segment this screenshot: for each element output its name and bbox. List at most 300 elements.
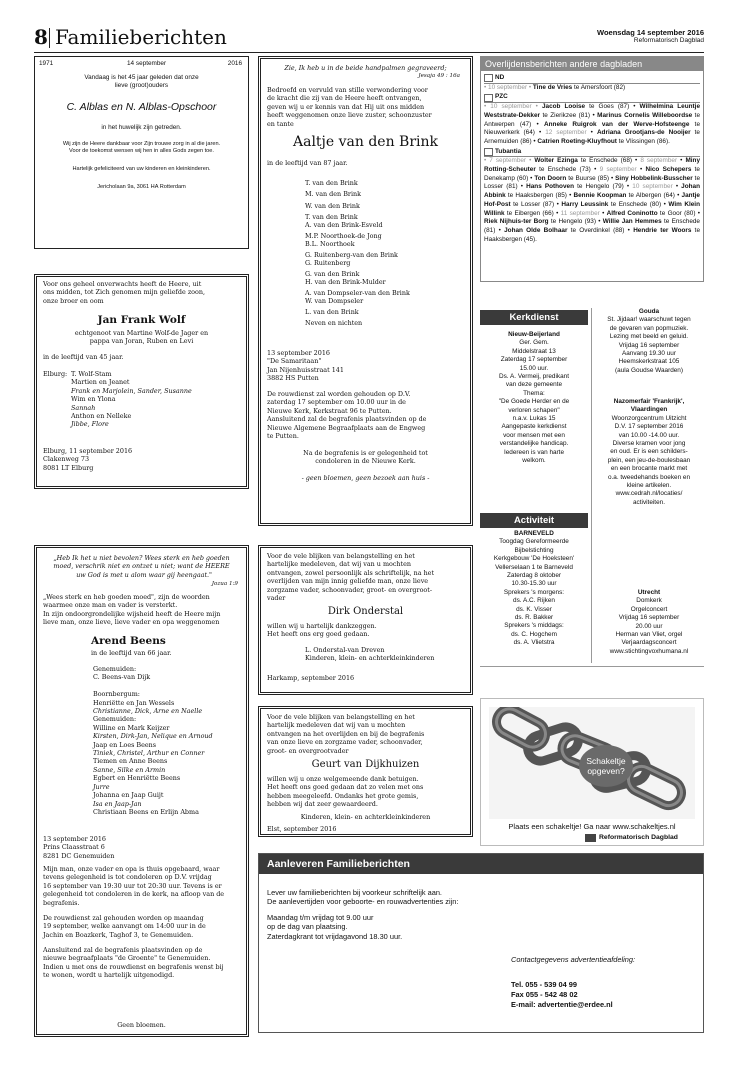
beens-p1: Mijn man, onze vader en opa is thuis opgebaard, waar (43, 865, 220, 873)
deceased-name: Miny Rotting-Scheuter (484, 157, 701, 174)
overlijden-paper-tag (484, 93, 700, 103)
brink-family-line: G. Ruitenberg (305, 258, 351, 267)
overlijden-text: te Arnemuiden (86) • (484, 129, 700, 145)
overlijden-text: te Goor (80) • (657, 209, 701, 217)
deceased-name: Wilhelmina Leuntje Weststrate-Dekker (484, 103, 700, 119)
header-date: Woensdag 14 september 2016 (597, 28, 704, 37)
wolf-sub: echtgenoot van Martine Wolf-de Jager en (74, 329, 209, 337)
onderstal-intro: zorgzame vader, schoonvader, groot- en overgroot- (267, 585, 433, 594)
overlijden-text: te Losser (87) • (510, 200, 562, 208)
overlijden-text: te Hengelo (79) • (573, 183, 633, 191)
schakeltje-caption: Plaats een schakeltje! Ga naar (508, 822, 613, 831)
barneveld-line: ds. K. Visser (516, 605, 552, 613)
gouda-line: St. Jijdaar! waarschuwt tegen (607, 316, 691, 324)
beens-family-line: Johanna en Jaap Guijt (93, 791, 164, 800)
deceased-name: Anneke Ruigrok van der Werve-Hofsteenge (544, 120, 690, 128)
utrecht-line: 20.00 uur (635, 622, 663, 630)
beens-quote: moed, verschrik niet en ontzet u niet; want de HEERE (53, 562, 230, 571)
aanleveren-box (258, 853, 704, 1033)
overlijden-text: te Denekamp (60) • (484, 166, 700, 182)
beens-family-line: Jaap en Loes Beens (93, 740, 157, 749)
brink-p1: te Putten. (267, 432, 299, 441)
beens-family-line: Sanne, Silke en Armin (93, 765, 166, 774)
contact-fax: Fax 055 - 542 48 02 (511, 990, 578, 999)
onderstal-place: Harkamp, september 2016 (267, 674, 355, 682)
utrecht-line: Orgelconcert (630, 605, 668, 613)
beens-family-line: Egbert en Henriëtte Beens (93, 774, 181, 783)
overlijden-text: te Overdinkel (88) • (567, 226, 634, 234)
brink-p2: condoleren in de Nieuwe Kerk. (315, 457, 416, 466)
brink-p1: zaterdag 17 september om 10.00 uur in de (267, 398, 406, 407)
aanleveren-p1: Lever uw familieberichten bij voorkeur schriftelijk aan. (267, 888, 442, 897)
beens-intro: „Wees sterk en heb goeden moed", zijn de woorden (43, 593, 210, 601)
gouda-lines (594, 316, 704, 375)
nb-lines (480, 339, 588, 465)
nb-line: Zaterdag 17 september (500, 356, 568, 364)
deceased-name: Jacob Looise (541, 103, 586, 111)
brink-intro: geven wij u er kennis van dat Hij uit ons midden (267, 102, 425, 111)
overlijden-text: te Enschede (68) • (577, 157, 641, 165)
overlijden-paper-tag (484, 148, 700, 158)
overlijden-text: • (636, 166, 646, 174)
beens-family-line: Tiemen en Anne Beens (93, 757, 168, 766)
beens-age: in de leeftijd van 66 jaar. (91, 649, 172, 657)
nb-line: Ger. Gem. (519, 339, 549, 347)
dijkhuizen-intro: hartelijk medeleven dat wij van u mochten (267, 721, 406, 730)
beens-closing: Geen bloemen. (117, 1021, 166, 1029)
brink-address: 13 september 2016 (267, 349, 330, 357)
utrecht-line: Domkerk (636, 597, 662, 605)
beens-p2: 19 september, welke aanvangt om 14:00 uur in de (43, 922, 206, 931)
brink-quote: Zie, Ik heb u in de beide handpalmen gegraveerd; (284, 64, 447, 72)
alblas-names: C. Alblas en N. Alblas-Opschoor (66, 101, 217, 113)
alblas-congrats: Hartelijk gefeliciteerd van uw kinderen en kleinkinderen. (72, 166, 211, 172)
beens-family-line: Henriëtte en Jan Wessels (93, 698, 175, 707)
beens-family-line: Christianne, Dick, Arne en Naelle (93, 707, 203, 716)
deceased-name: Wim Klein Willink (484, 200, 700, 217)
nazomer-title: Nazomerfair 'Frankrijk', (613, 398, 685, 405)
wolf-place: Elburg: (43, 370, 68, 378)
utrecht-line: Vrijdag 16 september (618, 614, 680, 622)
gouda-line: Lezing met beeld en geluid. (609, 333, 689, 341)
beens-family-line: Jurre (93, 782, 110, 791)
alblas-married: in het huwelijk zijn getreden. (101, 124, 182, 131)
barneveld-line: Zaterdag 8 oktober (507, 572, 561, 580)
overlijden-text: • (586, 129, 597, 137)
dijkhuizen-intro: van onze lieve en zorgzame vader, schoonvader, (267, 738, 423, 747)
brink-family-line: W. van Dompseler (305, 296, 364, 305)
utrecht-title: Utrecht (637, 589, 661, 596)
beens-p3: te wonen, wordt u hartelijk uitgenodigd. (43, 971, 175, 980)
deceased-name: Siny Hobbelink-Busscher (615, 174, 693, 182)
barneveld-line: Kerkgebouw 'De Hoeksteen' (493, 555, 575, 563)
nb-line: Aangepaste kerkdienst (501, 423, 567, 431)
wolf-family: Martien en Jeanet (71, 378, 130, 387)
overlijden-text: te Buurse (85) • (566, 174, 616, 182)
brink-age: in de leeftijd van 87 jaar. (267, 159, 348, 167)
nazomer-line: Diverse kramen voor jong (612, 440, 686, 448)
overlijden-text: te Zierikzee (81) • (540, 111, 598, 119)
overlijden-text: te Haaksbergen (45). (484, 226, 701, 243)
brink-family (305, 180, 410, 328)
ad-alblas (34, 56, 249, 249)
beens-intro: waarmee onze man en vader is versterkt. (43, 601, 178, 610)
section-title: Familieberichten (55, 25, 227, 49)
aanleveren-p2: Zaterdagkrant tot vrijdagavond 18.30 uur. (267, 931, 403, 941)
wolf-family: T. Wolf-Stam (71, 370, 112, 378)
wolf-family: Jibbe, Flore (71, 420, 109, 429)
wolf-name: Jan Frank Wolf (97, 314, 186, 326)
aanleveren-p2: op de dag van plaatsing. (267, 922, 348, 932)
overlijden-text: • (672, 183, 682, 191)
brink-closing: - geen bloemen, geen bezoek aan huis - (301, 474, 430, 482)
barneveld-line: Sprekers 's morgens: (503, 588, 565, 596)
brink-family-line: G. Ruitenberg-van den Brink (305, 250, 398, 259)
nazomer-line: D.V. 17 september 2016 (614, 423, 684, 431)
deceased-name: Nico Schepers (645, 166, 692, 174)
brink-family-line: H. van den Brink-Mulder (305, 277, 386, 286)
onderstal-thanks: willen wij u hartelijk dankzeggen. (267, 622, 377, 630)
dijkhuizen-intro: ontvangen na het overlijden en bij de begrafenis (267, 729, 425, 738)
onderstal-thanks: Het heeft ons erg goed gedaan. (267, 630, 370, 639)
brink-p1: Nieuwe Algemene Begraafplaats aan de Engweg (267, 423, 426, 432)
bubble-text: Schakeltje (586, 756, 626, 766)
brink-intro: en tante (267, 119, 294, 128)
brink-family-line: Neven en nichten (305, 319, 363, 328)
ad-onderstal (258, 545, 473, 695)
utrecht-line: www.stichtingvoxhumana.nl (609, 647, 689, 655)
ad-wolf (34, 274, 249, 489)
alblas-year-left: 1971 (39, 60, 54, 67)
beens-family-line: C. Beens-van Dijk (93, 673, 151, 682)
brink-family-line: M. van den Brink (305, 190, 361, 199)
checkbox-icon (484, 148, 493, 156)
barneveld-line: Sprekers 's middags: (504, 622, 564, 630)
brink-family-line: L. van den Brink (305, 307, 359, 316)
nazomer-title: Vlaardingen (630, 406, 668, 414)
barneveld-line: Bijbelstichting (514, 546, 554, 554)
onderstal-signed: L. Onderstal-van Dreven (305, 646, 385, 654)
deceased-name: Johan Abbink (484, 183, 700, 200)
beens-family-line: Genemuiden: (93, 665, 137, 673)
gouda-line: Aanvang 19.30 uur (621, 350, 676, 358)
nb-line: n.a.v. Lukas 15 (512, 415, 556, 423)
nb-line: 15.00 uur. (519, 364, 549, 372)
overlijden-text: te Enschede (80) • (608, 200, 669, 208)
overlijden-text: • 10 september • (484, 83, 533, 91)
beens-quote: uw God is met u alom waar gij heengaat." (76, 570, 212, 579)
brink-address: 3882 HS Putten (267, 374, 319, 383)
header-divider (49, 28, 50, 48)
barneveld-line: ds. A. Vlietstra (513, 639, 555, 647)
overlijden-text: te Enschede (81) • (484, 218, 700, 234)
barneveld-line: ds. R. Bakker (514, 614, 554, 622)
paper-name: Tubantia (495, 147, 522, 155)
nazomer-line: o.a. tweedehands boeken en (607, 473, 691, 481)
nazomer-line: en een brocante markt met (610, 465, 688, 473)
brink-family-line: B.L. Noorthoek (305, 239, 355, 248)
deceased-name: Catrien Roeting-Kluyfhout (537, 137, 617, 145)
nazomer-lines (594, 415, 704, 507)
brink-family-line: M.P. Noorthoek-de Jong (305, 231, 382, 240)
nazomer-line: plein, een jeu-de-boulesbaan (607, 456, 691, 464)
overlijden-text: • (599, 209, 607, 217)
header-paper: Reformatorisch Dagblad (633, 37, 704, 44)
beens-family-line: Isa en Jaap-Jan (93, 799, 142, 808)
overlijden-text: te Losser (81) • (484, 174, 700, 191)
nb-line: voor mensen met een (503, 431, 565, 439)
deceased-name: Johan Olde Bolhaar (504, 226, 568, 234)
deceased-name: Ton Doorn (534, 174, 567, 182)
barneveld-line: 10.30-15.30 uur (511, 580, 557, 588)
dijkhuizen-thanks: Het heeft ons goed gedaan dat zo velen met ons (267, 783, 424, 792)
beens-intro: In zijn ondoorgrondelijke wijsheid heeft de Heere mijn (43, 609, 221, 618)
beens-family-line: Genemuiden: (93, 715, 137, 724)
brink-p1: Nieuwe Kerk, Kerkstraat 96 te Putten. (267, 406, 392, 415)
contact-phone: Tel. 055 - 539 04 99 (511, 980, 578, 989)
aanleveren-title: Aanleveren Familieberichten (259, 854, 703, 874)
deceased-name: Jantje Hof-Post (484, 192, 700, 208)
brink-address: "De Samaritaan" (267, 357, 322, 366)
beens-address: 13 september 2016 (43, 835, 106, 843)
barneveld-line: Vellerselaan 1 te Barneveld (495, 563, 573, 571)
deceased-name: Alfred Coninotto (606, 209, 658, 217)
deceased-name: Riek Nijhuis-ter Borg (484, 218, 549, 226)
deceased-name: Harry Leussink (561, 200, 609, 208)
deceased-name: Bennie Koopman (573, 192, 627, 200)
beens-family-line (93, 682, 213, 690)
ad-dijkhuizen (258, 706, 473, 837)
gouda-line: (aula Goudse Waarden) (615, 366, 683, 374)
overlijden-body (484, 73, 700, 244)
onderstal-intro: overlijden van mijn innig geliefde man, onze lieve (267, 577, 429, 586)
wolf-intro: ons midden, tot Zich genomen mijn geliefde zoon, (43, 288, 206, 297)
wolf-footer: 8081 LT Elburg (43, 463, 94, 472)
nazomer-line: Woonzorgcentrum Uitzicht (611, 414, 687, 422)
wolf-family: Wim en Ylona (71, 395, 116, 404)
overlijden-text: te Enschede (73) • (535, 166, 600, 174)
deceased-name: Hans Pothoven (526, 183, 574, 191)
right-col-rule (480, 666, 704, 667)
onderstal-intro: Voor de vele blijken van belangstelling en het (267, 552, 415, 560)
gouda-title: Gouda (638, 308, 660, 315)
overlijden-text: 8 september (640, 157, 678, 165)
beens-family-line: Christiaan Beens en Erlijn Abma (93, 807, 199, 816)
deceased-name: Willie Jan Hemmes (602, 218, 662, 226)
beens-family-line: Kirsten, Dirk-Jan, Nelique en Arnoud (93, 732, 213, 741)
onderstal-name: Dirk Onderstal (327, 606, 404, 617)
nb-line: verstandelijke handicap. (499, 440, 569, 448)
beens-p2: De rouwdienst zal gehouden worden op maandag (43, 914, 204, 922)
nazomer-line: kleine artikelen. (626, 482, 672, 490)
gouda-line: Vrijdag 16 september (618, 341, 680, 349)
barneveld-line: Toogdag Gereformeerde (499, 538, 569, 546)
wolf-footer: Elburg, 11 september 2016 (43, 447, 133, 455)
wolf-intro: Voor ons geheel onverwachts heeft de Heere, uit (43, 280, 202, 288)
checkbox-icon (484, 74, 493, 82)
paper-name: PZC (495, 93, 508, 101)
page-number: 8 (34, 25, 48, 49)
beens-family (93, 665, 213, 816)
overlijden-list (484, 84, 700, 93)
beens-p1: gelegenheid tot condoleren in de kerk, na afloop van de (43, 890, 225, 899)
overlijden-text: 9 september (599, 166, 637, 174)
beens-family-line: Willine en Mark Keijzer (93, 723, 170, 732)
beens-p3: Aansluitend zal de begrafenis plaatsvinden op de (43, 946, 203, 954)
nb-line: van deze gemeente (505, 381, 563, 389)
wolf-family: Frank en Marjolein, Sander, Susanne (71, 386, 192, 395)
overlijden-text: 12 september (545, 129, 587, 137)
beens-quote-ref: Jozua 1:9 (211, 581, 238, 587)
rd-logo-icon (585, 834, 596, 842)
alblas-date: 14 september (127, 60, 167, 67)
brink-family-line: G. van den Brink (305, 269, 360, 278)
beens-family-line: Boornbergum: (93, 690, 140, 699)
alblas-line: lieve (groot)ouders (114, 82, 169, 90)
beens-name: Arend Beens (91, 635, 166, 647)
aanleveren-p1: De aanlevertijden voor geboorte- en rouwadvertenties zijn: (267, 897, 459, 907)
aanleveren-p2: Maandag t/m vrijdag tot 9.00 uur (267, 913, 374, 922)
overlijden-text: • 7 september • (484, 157, 535, 165)
overlijden-text: 11 september (560, 209, 600, 217)
onderstal-intro: ontvangen, zowel persoonlijk als schriftelijk, na het (267, 568, 435, 577)
nb-line: "De Goede Herder en de (498, 398, 570, 406)
dijkhuizen-intro: groot- en overgrootvader (267, 746, 349, 755)
overlijden-list (484, 103, 700, 147)
activiteit-banner: Activiteit (480, 513, 588, 528)
ad-brink (258, 56, 473, 526)
alblas-thanks: Wij zijn de Heere dankbaar voor Zijn trouwe zorg in al die jaren. (62, 141, 221, 147)
alblas-year-right: 2016 (227, 60, 242, 67)
utrecht-lines (594, 597, 704, 656)
beens-p1: tevens gelegenheid is tot condoleren op D.V. vrijdag (43, 873, 212, 882)
overlijden-list (484, 157, 700, 244)
deceased-name: Wolter Ezinga (534, 157, 578, 165)
kerkdienst-banner: Kerkdienst (480, 310, 588, 325)
checkbox-icon (484, 94, 493, 102)
nazomer-line: activiteiten. (633, 498, 665, 506)
onderstal-intro: hartelijke medeleven, dat wij van u mochten (267, 560, 412, 569)
deceased-name: Tine de Vries (532, 83, 573, 91)
nb-line: Thema: (523, 389, 545, 397)
barneveld-line: ds. A.C. Rijken (513, 597, 555, 605)
beens-p1: begrafenis. (43, 898, 80, 907)
beens-p3: nieuwe begraafplaats "de Groente" te Genemuiden. (43, 954, 211, 963)
paper-name: ND (495, 74, 505, 81)
beens-address: Prins Claasstraat 6 (43, 843, 105, 852)
overlijden-text: te Vlissingen (86). (616, 137, 670, 145)
beens-p1: 16 september van 19:30 uur tot 20:30 uur. Tevens is er (43, 881, 222, 890)
schakeltje-link[interactable]: www.schakeltjes.nl (612, 822, 676, 831)
overlijden-text: te Albergen (64) • (626, 192, 682, 200)
overlijden-text: • (677, 157, 686, 165)
wolf-intro: onze broer en oom (43, 296, 104, 305)
brink-intro: de kracht die zij van de Heere heeft ontvangen, (267, 94, 422, 103)
brink-family-line: A. van Dompseler-van den Brink (305, 288, 410, 297)
overlijden-text: te Hengelo (93) • (548, 218, 603, 226)
overlijden-title: Overlijdensberichten andere dagbladen (481, 57, 703, 71)
schakeltje-bubble[interactable] (579, 745, 633, 787)
utrecht-line: Verjaardagsconcert (621, 639, 677, 647)
contact-title: Contactgegevens advertentieafdeling: (511, 955, 636, 964)
nazomer-line: van 10.00 -14.00 uur. (618, 431, 680, 439)
header-rule (34, 52, 704, 53)
deceased-name: Marinus Cornelis Willeboordse (597, 111, 693, 119)
brink-p2: Na de begrafenis is er gelegenheid tot (303, 449, 428, 457)
overlijden-text: te Eibergen (66) • (504, 209, 561, 217)
beens-p3: Indien u met ons de rouwdienst en begrafenis wenst bij (43, 962, 224, 971)
dijkhuizen-thanks: willen wij u onze welgemeende dank betuigen. (267, 775, 419, 783)
barneveld-lines (480, 538, 588, 647)
dijkhuizen-place: Elst, september 2016 (267, 825, 337, 833)
alblas-address: Jericholaan 9a, 3061 HA Rotterdam (97, 184, 186, 190)
overlijden-text: te Antwerpen (47) • (484, 111, 701, 128)
alblas-thanks: Voor de toekomst wensen wij hen in alles Gods zegen toe. (69, 148, 214, 155)
gouda-line: Heemskerkstraat 105 (618, 358, 680, 366)
brink-family-line: W. van den Brink (305, 201, 360, 210)
schakeltje-ad[interactable] (480, 698, 704, 846)
wolf-sub: pappa van Joran, Ruben en Levi (89, 337, 194, 346)
brink-p1: Aansluitend zal de begrafenis plaatsvinden op de (267, 415, 427, 424)
beens-quote: „Heb Ik het u niet bevolen? Wees sterk en heb goeden (53, 554, 230, 562)
brink-family-line: T. van den Brink (305, 179, 358, 187)
wolf-family: Anthon en Nelleke (71, 412, 132, 421)
brink-name: Aaltje van den Brink (292, 134, 439, 150)
brink-quote-ref: Jesaja 49 : 16a (418, 73, 460, 79)
dijkhuizen-thanks: hebben wij dat zeer gewaardeerd. (267, 800, 378, 809)
nb-line: Iedereen is van harte (503, 448, 565, 456)
overlijden-text: te Haaksbergen (85) • (505, 192, 574, 200)
nb-line: verloren schapen" (508, 406, 560, 414)
right-col-divider (591, 308, 592, 663)
beens-intro: lieve man, onze lieve, lieve vader en opa weggenomen (43, 618, 220, 627)
nb-title: Nieuw-Beijerland (508, 331, 560, 338)
overlijden-text: te Goes (87) • (585, 103, 640, 111)
nazomer-line: www.cedrah.nl/locaties/ (615, 490, 683, 498)
gouda-line: de gevaren van popmuziek. (609, 324, 689, 332)
brink-family-line: A. van den Brink-Esveld (305, 220, 383, 229)
nb-line: Middelstraat 13 (512, 347, 556, 355)
wolf-age: in de leeftijd van 45 jaar. (43, 353, 124, 361)
overlijden-box (480, 56, 704, 282)
contact-email[interactable]: E-mail: advertentie@erdee.nl (511, 1000, 613, 1009)
deceased-name: Adriana Grootjans-de Nooijer (596, 129, 691, 137)
nb-line: welkom. (522, 457, 546, 465)
dijkhuizen-thanks: hebben meegeleefd. Ondanks het grote gemis, (267, 791, 419, 800)
beens-family-line: Tiniek, Christel, Arthur en Conner (93, 749, 205, 758)
page-header (34, 26, 704, 50)
ad-beens (34, 545, 249, 1037)
dijkhuizen-signed: Kinderen, klein- en achterkleinkinderen (300, 813, 431, 821)
beens-p2: Jachin en Boazkerk, Taghof 3, te Genemuiden. (43, 930, 194, 939)
barneveld-line: ds. C. Hogchem (511, 630, 557, 638)
deceased-name: Hendrie ter Woors (633, 226, 692, 234)
dijkhuizen-intro: Voor de vele blijken van belangstelling en het (267, 713, 415, 721)
dijkhuizen-name: Geurt van Dijkhuizen (311, 759, 420, 770)
brink-intro: heeft weggenomen onze lieve zuster, schoonzuster (267, 111, 432, 120)
barneveld-title: BARNEVELD (514, 530, 554, 537)
brink-p1: De rouwdienst zal worden gehouden op D.V. (267, 390, 411, 398)
rd-logo-text: Reformatorisch Dagblad (599, 834, 678, 841)
overlijden-text: te Nieuwerkerk (64) • (484, 120, 700, 137)
brink-address: Jan Nijenhuisstraat 141 (267, 365, 344, 374)
onderstal-intro: vader (267, 594, 286, 603)
onderstal-signed: Kinderen, klein- en achterkleinkinderen (305, 654, 435, 663)
beens-address: 8281 DC Genemuiden (43, 851, 115, 860)
overlijden-text: • 10 september • (484, 103, 542, 111)
brink-family-line: T. van den Brink (305, 212, 358, 221)
overlijden-paper-tag (484, 74, 700, 84)
